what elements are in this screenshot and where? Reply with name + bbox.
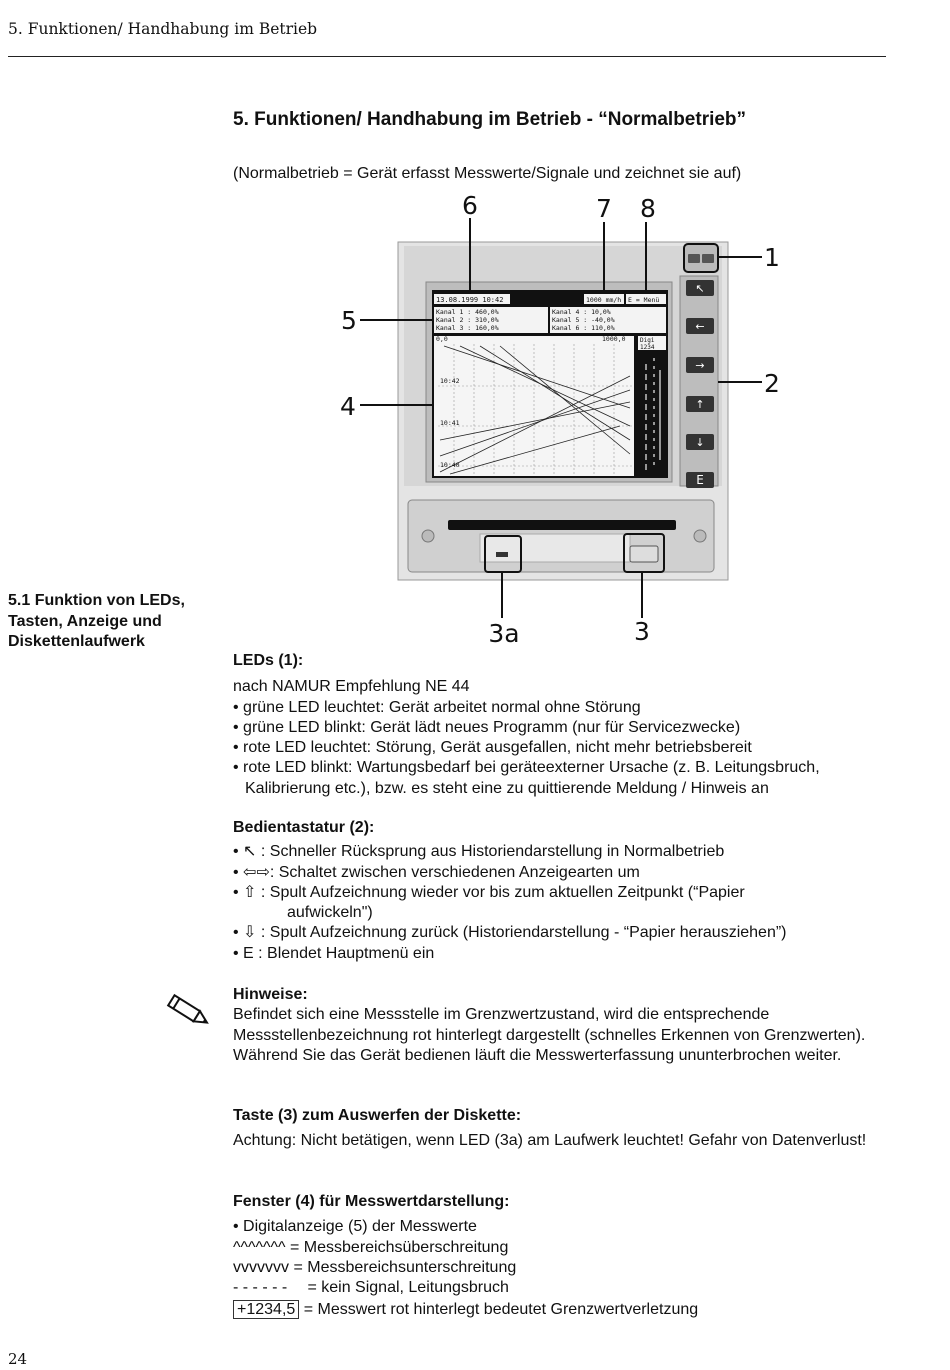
callout-5: 5: [341, 306, 357, 335]
notes-section: [233, 985, 893, 1066]
notes-heading: Hinweise:: [233, 986, 308, 1003]
page-number: 24: [8, 1350, 28, 1368]
notes-text-1: Befindet sich eine Messstelle im Grenzwertzustand, wird die entsprechende Messstellenbezeichnung rot hinterlegt dargestellt (schnelles Erkennen von Grenzwerten).: [233, 1006, 866, 1044]
eject-button: [630, 546, 658, 562]
callout-6: 6: [462, 191, 478, 220]
screen-menu-hint: E = Menü: [628, 296, 660, 304]
keypad-item-up: • ⇧ : Spult Aufzeichnung wieder vor bis zum aktuellen Zeitpunkt (“Papier: [233, 883, 745, 901]
screen-digi-value: 1234: [640, 344, 655, 351]
screen-scale-left: 0,0: [436, 335, 448, 343]
callout-1: 1: [764, 243, 780, 272]
led-green: [688, 254, 700, 263]
leds-item-2: • grüne LED blinkt: Gerät lädt neues Programm (nur für Servicezwecke): [233, 718, 741, 736]
callout-3a: 3a: [488, 619, 520, 648]
drive-led: [496, 552, 508, 557]
screen-channel-2: Kanal 2 : 310,0%: [436, 316, 499, 324]
screen-time-1: 10:42: [440, 377, 460, 385]
eject-heading: Taste (3) zum Auswerfen der Diskette:: [233, 1107, 522, 1124]
under-range-symbol: vvvvvvv: [233, 1258, 289, 1276]
keypad-item-leftright: • ⇦⇨: Schaltet zwischen verschiedenen Anzeigearten um: [233, 863, 640, 881]
line-break-text: = kein Signal, Leitungsbruch: [307, 1279, 509, 1297]
window-bullet: • Digitalanzeige (5) der Messwerte: [233, 1218, 477, 1236]
key-e-label: E: [696, 473, 704, 487]
notes-text-2: Während Sie das Gerät bedienen läuft die Messwerterfassung ununterbrochen weiter.: [233, 1046, 842, 1064]
limit-violation-row: [233, 1300, 893, 1320]
callout-4: 4: [340, 392, 356, 421]
window-heading: Fenster (4) für Messwertdarstellung:: [233, 1193, 510, 1210]
callout-3: 3: [634, 617, 650, 646]
arrow-left-icon: ←: [695, 320, 705, 333]
line-break-symbol: - - - - - -: [233, 1279, 288, 1297]
device-figure: [330, 190, 800, 655]
over-range-row: [233, 1238, 893, 1258]
callout-2: 2: [764, 369, 780, 398]
keypad-item-e: • E : Blendet Hauptmenü ein: [233, 944, 435, 962]
callout-8: 8: [640, 194, 656, 223]
screen-scale-right: 1000,0: [602, 335, 626, 343]
section-heading: 5.1 Funktion von LEDs, Tasten, Anzeige und Diskettenlaufwerk: [8, 592, 185, 650]
screen-channel-5: Kanal 5 : -40,0%: [552, 316, 615, 324]
disk-slot: [448, 520, 676, 530]
arrow-down-icon: ↓: [695, 436, 705, 449]
running-header: 5. Funktionen/ Handhabung im Betrieb: [8, 20, 318, 38]
screen-channel-1: Kanal 1 : 460,0%: [436, 308, 499, 316]
pencil-icon: [164, 992, 216, 1032]
callout-7: 7: [596, 194, 612, 223]
under-range-row: [233, 1258, 893, 1278]
screen-channel-3: Kanal 3 : 160,0%: [436, 324, 499, 332]
window-section: [233, 1192, 893, 1321]
over-range-symbol: ^^^^^^^: [233, 1238, 286, 1256]
key-panel: [680, 276, 718, 486]
leds-item-1: • grüne LED leuchtet: Gerät arbeitet normal ohne Störung: [233, 698, 641, 716]
screen-time-2: 10:41: [440, 419, 460, 427]
home-icon: ↖: [695, 282, 705, 295]
screen-speed: 1000 mm/h: [586, 296, 622, 304]
over-range-text: = Messbereichsüberschreitung: [290, 1238, 509, 1256]
page-title: 5. Funktionen/ Handhabung im Betrieb - “Normalbetrieb”: [233, 109, 747, 130]
leds-item-3: • rote LED leuchtet: Störung, Gerät ausgefallen, nicht mehr betriebsbereit: [233, 739, 752, 757]
eject-section: [233, 1106, 893, 1152]
keypad-section: [233, 818, 893, 964]
keypad-item-up-cont: aufwickeln"): [287, 904, 373, 922]
keypad-heading: Bedientastatur (2):: [233, 819, 375, 836]
screen-digi-label: Digi: [640, 337, 655, 344]
screen-channel-4: Kanal 4 : 10,0%: [552, 308, 611, 316]
under-range-text: = Messbereichsunterschreitung: [293, 1258, 517, 1276]
leds-section: [233, 651, 893, 799]
leds-heading: LEDs (1):: [233, 652, 304, 669]
keypad-item-down: • ⇩ : Spult Aufzeichnung zurück (Historiendarstellung - “Papier herausziehen”): [233, 924, 787, 942]
screen-time-3: 10:40: [440, 461, 460, 469]
keypad-item-home: • ↖ : Schneller Rücksprung aus Historiendarstellung in Normalbetrieb: [233, 843, 725, 861]
screen-date-time: 13.08.1999 10:42: [436, 296, 504, 304]
arrow-right-icon: →: [695, 359, 705, 372]
limit-violation-text: = Messwert rot hinterlegt bedeutet Grenzwertverletzung: [303, 1301, 699, 1319]
leds-item-4: • rote LED blinkt: Wartungsbedarf bei geräteexterner Ursache (z. B. Leitungsbruch, Kalibrierung etc.), bzw. es steht eine zu quittierende Meldung / Hinweis an: [233, 759, 820, 797]
arrow-up-icon: ↑: [695, 398, 705, 411]
header-rule: [8, 56, 886, 57]
limit-value-box: +1234,5: [233, 1300, 299, 1319]
led-red: [702, 254, 714, 263]
page-subtitle: (Normalbetrieb = Gerät erfasst Messwerte/Signale und zeichnet sie auf): [233, 165, 742, 182]
leds-intro: nach NAMUR Empfehlung NE 44: [233, 678, 470, 696]
line-break-row: [233, 1278, 893, 1298]
eject-text: Achtung: Nicht betätigen, wenn LED (3a) am Laufwerk leuchtet! Gefahr von Datenverlust!: [233, 1132, 867, 1150]
screen-channel-6: Kanal 6 : 110,0%: [552, 324, 615, 332]
